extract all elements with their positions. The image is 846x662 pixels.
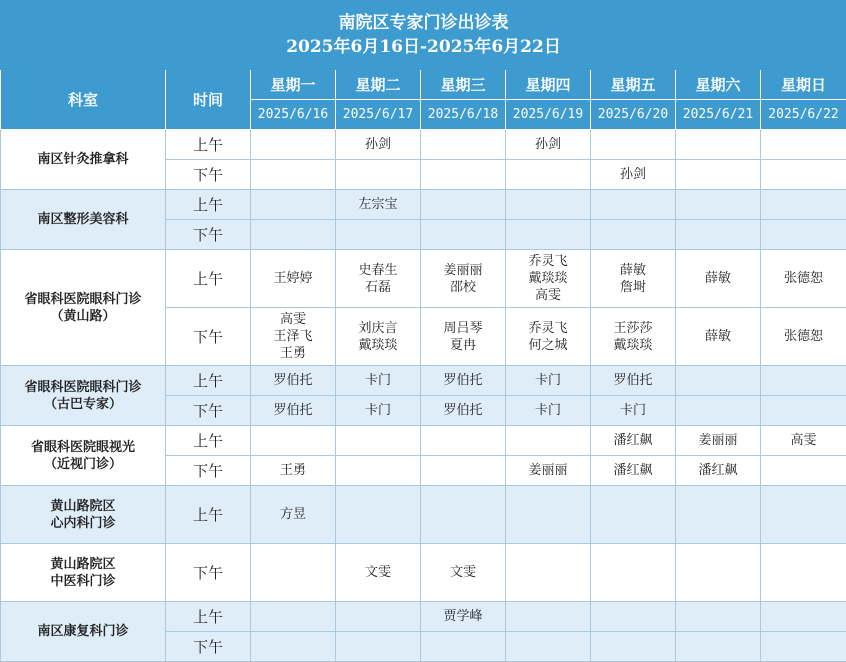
doctor-cell [421, 220, 506, 250]
department-name: 南区康复科门诊 [1, 602, 166, 662]
doctor-cell [591, 602, 676, 632]
date-header: 2025/6/18 [421, 100, 506, 130]
doctor-cell: 王莎莎 戴琰琰 [591, 308, 676, 366]
doctor-cell [251, 426, 336, 456]
day-header: 星期三 [421, 70, 506, 100]
schedule-row [1, 190, 846, 220]
time-slot: 下午 [166, 160, 251, 190]
doctor-cell [591, 632, 676, 662]
day-header: 星期二 [336, 70, 421, 100]
day-header: 星期一 [251, 70, 336, 100]
doctor-cell [591, 220, 676, 250]
doctor-cell [251, 190, 336, 220]
doctor-cell: 薛敏 [676, 308, 761, 366]
doctor-cell [421, 426, 506, 456]
time-slot: 上午 [166, 426, 251, 456]
department-name: 南区针灸推拿科 [1, 130, 166, 190]
doctor-cell: 卡门 [336, 396, 421, 426]
time-slot: 上午 [166, 190, 251, 220]
doctor-cell [251, 602, 336, 632]
doctor-cell: 孙剑 [506, 130, 591, 160]
day-header: 星期六 [676, 70, 761, 100]
doctor-cell [251, 632, 336, 662]
doctor-cell: 姜丽丽 [506, 456, 591, 486]
time-slot: 下午 [166, 308, 251, 366]
schedule-row [1, 130, 846, 160]
time-slot: 上午 [166, 250, 251, 308]
doctor-cell: 潘红飙 [591, 426, 676, 456]
doctor-cell [591, 544, 676, 602]
department-name: 省眼科医院眼科门诊 （黄山路） [1, 250, 166, 366]
doctor-cell: 张德恕 [761, 250, 846, 308]
doctor-cell [506, 220, 591, 250]
day-header: 星期日 [761, 70, 846, 100]
doctor-cell: 高雯 [761, 426, 846, 456]
doctor-cell [761, 190, 846, 220]
doctor-cell [336, 426, 421, 456]
time-slot: 下午 [166, 220, 251, 250]
doctor-cell [676, 190, 761, 220]
time-slot: 上午 [166, 366, 251, 396]
doctor-cell: 潘红飙 [676, 456, 761, 486]
doctor-cell [761, 396, 846, 426]
doctor-cell [761, 544, 846, 602]
doctor-cell: 卡门 [506, 366, 591, 396]
doctor-cell [761, 366, 846, 396]
schedule-row [1, 544, 846, 602]
department-name: 省眼科医院眼视光 （近视门诊） [1, 426, 166, 486]
doctor-cell: 乔灵飞 戴琰琰 高雯 [506, 250, 591, 308]
doctor-cell: 刘庆言 戴琰琰 [336, 308, 421, 366]
doctor-cell [251, 220, 336, 250]
doctor-cell [336, 456, 421, 486]
date-header: 2025/6/19 [506, 100, 591, 130]
doctor-cell [676, 486, 761, 544]
doctor-cell [251, 130, 336, 160]
doctor-cell [421, 130, 506, 160]
doctor-cell: 薛敏 [676, 250, 761, 308]
doctor-cell [676, 396, 761, 426]
time-slot: 下午 [166, 396, 251, 426]
doctor-cell: 姜丽丽 邵校 [421, 250, 506, 308]
doctor-cell: 周吕琴 夏冉 [421, 308, 506, 366]
doctor-cell [676, 160, 761, 190]
doctor-cell [506, 632, 591, 662]
doctor-cell: 王勇 [251, 456, 336, 486]
doctor-cell [506, 426, 591, 456]
doctor-cell [336, 220, 421, 250]
doctor-cell [506, 190, 591, 220]
doctor-cell [421, 632, 506, 662]
doctor-cell [761, 130, 846, 160]
department-name: 南区整形美容科 [1, 190, 166, 250]
doctor-cell [421, 456, 506, 486]
title-row [1, 1, 846, 70]
doctor-cell [506, 486, 591, 544]
doctor-cell [761, 456, 846, 486]
doctor-cell [506, 602, 591, 632]
doctor-cell [506, 160, 591, 190]
time-slot: 下午 [166, 456, 251, 486]
department-name: 省眼科医院眼科门诊 （古巴专家） [1, 366, 166, 426]
doctor-cell: 贾学峰 [421, 602, 506, 632]
doctor-cell: 文雯 [421, 544, 506, 602]
time-slot: 下午 [166, 632, 251, 662]
doctor-cell: 卡门 [336, 366, 421, 396]
department-name: 黄山路院区 中医科门诊 [1, 544, 166, 602]
schedule-row [1, 486, 846, 544]
schedule-row [1, 602, 846, 632]
time-header: 时间 [166, 70, 251, 130]
table-title-cell [1, 1, 846, 70]
schedule-row [1, 366, 846, 396]
date-header: 2025/6/20 [591, 100, 676, 130]
doctor-cell: 王婷婷 [251, 250, 336, 308]
doctor-cell [336, 632, 421, 662]
doctor-cell [421, 486, 506, 544]
doctor-cell [761, 220, 846, 250]
doctor-cell: 卡门 [506, 396, 591, 426]
doctor-cell [336, 160, 421, 190]
doctor-cell: 罗伯托 [251, 366, 336, 396]
doctor-cell [421, 160, 506, 190]
doctor-cell: 罗伯托 [421, 396, 506, 426]
doctor-cell [421, 190, 506, 220]
doctor-cell [676, 602, 761, 632]
date-header: 2025/6/22 [761, 100, 846, 130]
doctor-cell [251, 160, 336, 190]
doctor-cell: 高雯 王泽飞 王勇 [251, 308, 336, 366]
time-slot: 上午 [166, 602, 251, 632]
day-header: 星期五 [591, 70, 676, 100]
schedule-row [1, 426, 846, 456]
doctor-cell [676, 632, 761, 662]
schedule-row [1, 250, 846, 308]
time-slot: 下午 [166, 544, 251, 602]
doctor-cell [591, 190, 676, 220]
doctor-cell: 孙剑 [591, 160, 676, 190]
day-header: 星期四 [506, 70, 591, 100]
doctor-cell: 史春生 石磊 [336, 250, 421, 308]
doctor-cell [676, 544, 761, 602]
doctor-cell: 薛敏 詹埘 [591, 250, 676, 308]
doctor-cell: 潘红飙 [591, 456, 676, 486]
doctor-cell [336, 486, 421, 544]
doctor-cell [761, 632, 846, 662]
doctor-cell: 罗伯托 [251, 396, 336, 426]
doctor-cell [336, 602, 421, 632]
department-header: 科室 [1, 70, 166, 130]
department-name: 黄山路院区 心内科门诊 [1, 486, 166, 544]
doctor-cell: 卡门 [591, 396, 676, 426]
doctor-cell [506, 544, 591, 602]
table-title: 南院区专家门诊出诊表 [1, 11, 846, 35]
doctor-cell [591, 486, 676, 544]
doctor-cell [761, 160, 846, 190]
doctor-cell [676, 220, 761, 250]
doctor-cell [591, 130, 676, 160]
doctor-cell [761, 486, 846, 544]
doctor-cell [676, 366, 761, 396]
doctor-cell: 罗伯托 [421, 366, 506, 396]
doctor-cell: 孙剑 [336, 130, 421, 160]
doctor-cell [251, 544, 336, 602]
time-slot: 上午 [166, 130, 251, 160]
doctor-cell: 方昱 [251, 486, 336, 544]
date-header: 2025/6/17 [336, 100, 421, 130]
time-slot: 上午 [166, 486, 251, 544]
date-header: 2025/6/21 [676, 100, 761, 130]
doctor-cell: 张德恕 [761, 308, 846, 366]
doctor-cell: 乔灵飞 何之城 [506, 308, 591, 366]
header-row-days [1, 70, 846, 100]
doctor-cell: 罗伯托 [591, 366, 676, 396]
doctor-cell: 姜丽丽 [676, 426, 761, 456]
date-range: 2025年6月16日-2025年6月22日 [1, 35, 846, 59]
doctor-cell: 文雯 [336, 544, 421, 602]
doctor-cell: 左宗宝 [336, 190, 421, 220]
doctor-cell [676, 130, 761, 160]
date-header: 2025/6/16 [251, 100, 336, 130]
doctor-cell [761, 602, 846, 632]
